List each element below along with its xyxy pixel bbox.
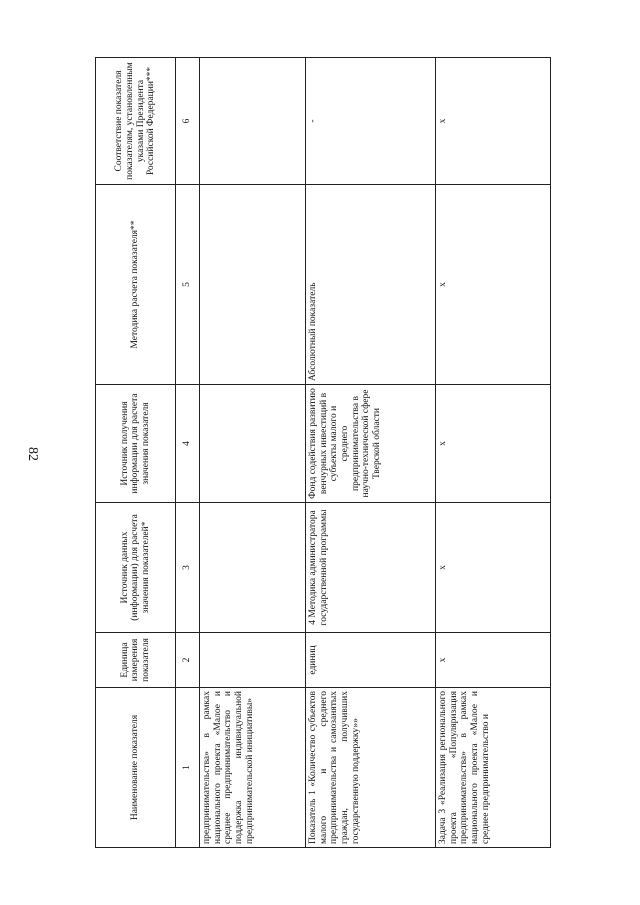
compliance-cell — [200, 58, 306, 185]
unit-cell: единиц — [306, 633, 436, 688]
rotated-table-container — [95, 58, 550, 848]
info-source-cell: х — [436, 385, 551, 503]
data-source-cell: х — [436, 503, 551, 633]
column-number: 1 — [176, 688, 200, 848]
indicator-name-cell: Задача 3 «Реализация регионального проекта «Популяризация предпринимательства» в рамках национального проекта «Малое и среднее предпринимательство и — [436, 688, 551, 848]
header-cell: Источник данных (информации) для расчета значения показателей* — [96, 503, 176, 633]
header-cell: Наименование показателя — [96, 688, 176, 848]
info-source-cell — [200, 385, 306, 503]
header-cell: Единица измерения показателя — [96, 633, 176, 688]
page-number: 82 — [25, 447, 40, 461]
column-number: 6 — [176, 58, 200, 185]
column-number-row — [176, 58, 200, 848]
column-number: 5 — [176, 185, 200, 385]
compliance-cell: х — [436, 58, 551, 185]
header-cell: Соответствие показателя показателям, установленным указами Президента Российской Федерации*** — [96, 58, 176, 185]
header-cell: Методика расчета показателя** — [96, 185, 176, 385]
indicator-name-cell: предпринимательства» в рамках национального проекта «Малое и среднее предпринимательство и поддержка индивидуальной предпринимательской инициативы» — [200, 688, 306, 848]
table-row — [436, 58, 551, 848]
method-cell — [200, 185, 306, 385]
method-cell: х — [436, 185, 551, 385]
info-source-cell: Фонд содействия развитию венчурных инвестиций в субъекты малого и среднего предпринимательства в научно-технической сфере Тверской области — [306, 385, 436, 503]
method-cell: Абсолютный показатель — [306, 185, 436, 385]
unit-cell — [200, 633, 306, 688]
header-cell: Источник получения информации для расчета значения показателя — [96, 385, 176, 503]
indicator-name-cell: Показатель 1 «Количество субъектов малого и среднего предпринимательства и самозанятых граждан, получивших государственную поддержку»» — [306, 688, 436, 848]
data-source-cell: 4 Методика администратора государственной программы — [306, 503, 436, 633]
unit-cell: х — [436, 633, 551, 688]
column-number: 3 — [176, 503, 200, 633]
column-number: 4 — [176, 385, 200, 503]
table-row — [306, 58, 436, 848]
compliance-cell: - — [306, 58, 436, 185]
header-row — [96, 58, 176, 848]
column-number: 2 — [176, 633, 200, 688]
data-source-cell — [200, 503, 306, 633]
indicator-table — [95, 57, 551, 848]
table-row — [200, 58, 306, 848]
